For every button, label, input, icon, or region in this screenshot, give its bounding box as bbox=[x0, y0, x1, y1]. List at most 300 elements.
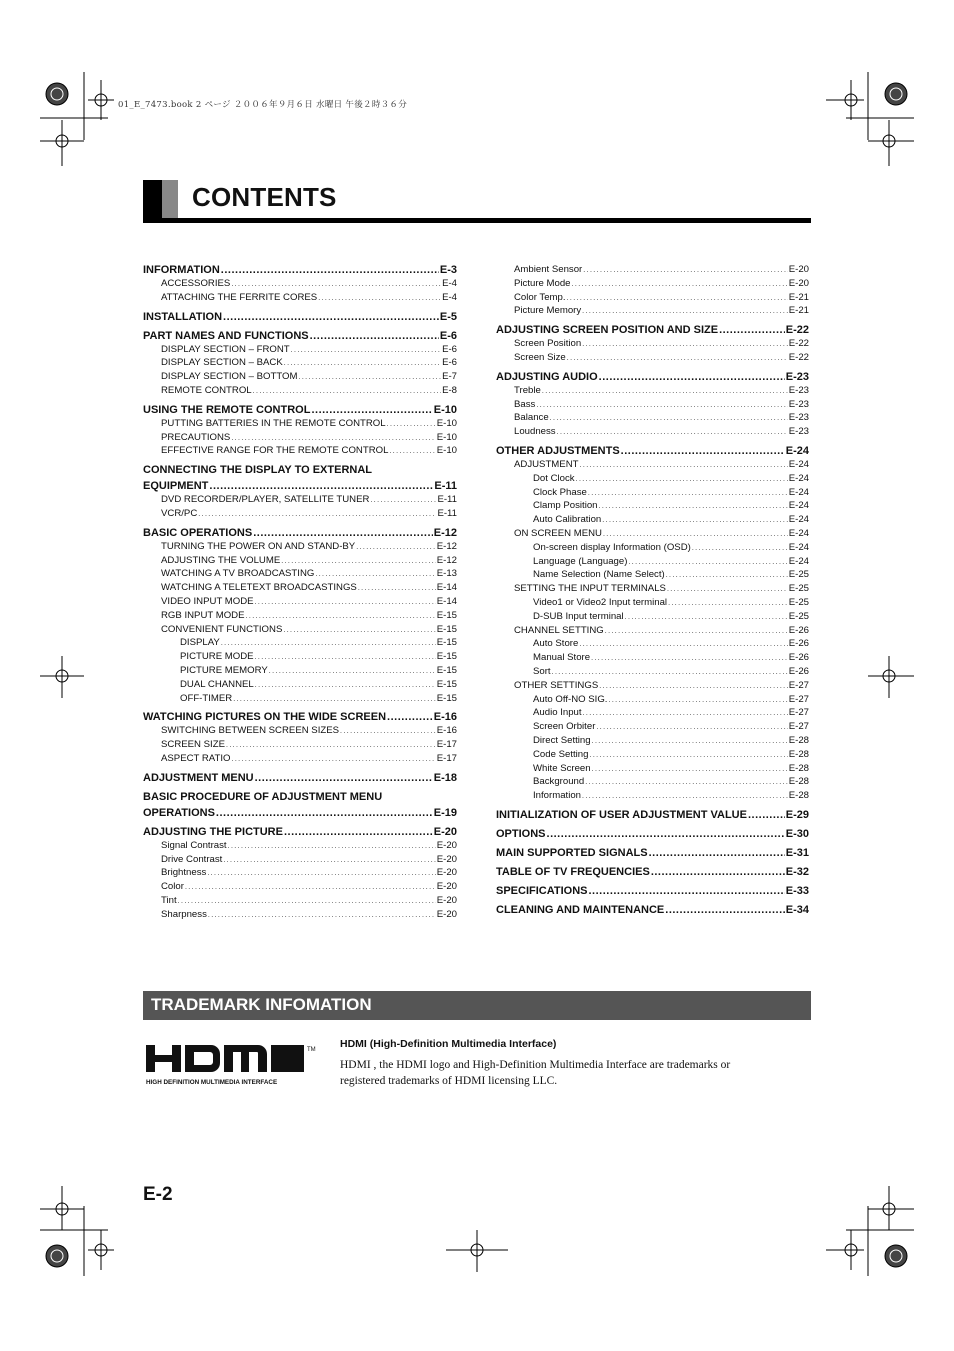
toc-entry-section bbox=[496, 735, 809, 749]
toc-dot-leader bbox=[178, 898, 436, 905]
toc-dot-leader bbox=[358, 585, 436, 592]
toc-entry-section bbox=[496, 338, 809, 352]
toc-entry-title: ASPECT RATIO bbox=[161, 752, 231, 764]
toc-entry-chapter bbox=[496, 866, 809, 880]
toc-entry-section bbox=[143, 445, 457, 459]
toc-entry-section bbox=[496, 399, 809, 413]
toc-dot-leader bbox=[228, 843, 436, 850]
toc-entry-title: Direct Setting bbox=[533, 734, 591, 746]
toc-entry-title: CHANNEL SETTING bbox=[514, 624, 604, 636]
toc-entry-section bbox=[496, 721, 809, 735]
toc-entry-title: ADJUSTING AUDIO bbox=[496, 370, 598, 383]
toc-page-ref: E-10 bbox=[436, 445, 457, 457]
toc-page-ref: E-16 bbox=[436, 725, 457, 737]
toc-entry-title: On-screen display Information (OSD) bbox=[533, 541, 691, 553]
toc-page-ref: E-31 bbox=[785, 846, 809, 859]
toc-page-ref: E-25 bbox=[788, 583, 809, 595]
toc-dot-leader bbox=[599, 503, 788, 510]
toc-entry-section bbox=[496, 352, 809, 366]
toc-entry-title: ATTACHING THE FERRITE CORES bbox=[161, 291, 318, 303]
toc-dot-leader bbox=[665, 904, 784, 916]
toc-dot-leader bbox=[310, 330, 439, 342]
toc-page-ref: E-24 bbox=[788, 458, 809, 470]
toc-page-ref: E-26 bbox=[788, 624, 809, 636]
toc-entry-title: Background bbox=[533, 776, 585, 788]
toc-dot-leader bbox=[649, 847, 785, 859]
toc-entry-title: OTHER ADJUSTMENTS bbox=[496, 444, 620, 457]
toc-page-ref: E-25 bbox=[788, 610, 809, 622]
toc-entry-section bbox=[496, 666, 809, 680]
toc-entry-title: Video1 or Video2 Input terminal bbox=[533, 596, 668, 608]
toc-page-ref: E-20 bbox=[436, 853, 457, 865]
toc-entry-section bbox=[143, 753, 457, 767]
toc-page-ref: E-15 bbox=[436, 651, 457, 663]
toc-dot-leader bbox=[552, 669, 788, 676]
toc-page-ref: E-6 bbox=[442, 343, 457, 355]
toc-entry-title: PICTURE MODE bbox=[180, 651, 254, 663]
toc-entry-chapter bbox=[496, 371, 809, 385]
toc-dot-leader bbox=[216, 807, 433, 819]
toc-page-ref: E-12 bbox=[433, 526, 457, 539]
toc-page-ref: E-17 bbox=[436, 739, 457, 751]
toc-dot-leader bbox=[692, 545, 788, 552]
toc-page-ref: E-20 bbox=[436, 894, 457, 906]
toc-entry-chapter bbox=[496, 904, 809, 918]
toc-page-ref: E-6 bbox=[439, 329, 457, 342]
toc-page-ref: E-20 bbox=[433, 825, 457, 838]
toc-entry-section bbox=[496, 611, 809, 625]
toc-dot-leader bbox=[318, 295, 441, 302]
toc-dot-leader bbox=[557, 429, 788, 436]
toc-page-ref: E-14 bbox=[436, 582, 457, 594]
toc-dot-leader bbox=[283, 627, 435, 634]
toc-page-ref: E-28 bbox=[788, 790, 809, 802]
toc-entry-title: Clock Phase bbox=[533, 486, 587, 498]
toc-dot-leader bbox=[596, 724, 787, 731]
toc-entry-section bbox=[143, 637, 457, 651]
toc-entry-section bbox=[496, 385, 809, 399]
toc-entry-title: Bass bbox=[514, 398, 536, 410]
toc-entry-title: PRECAUTIONS bbox=[161, 431, 231, 443]
toc-page-ref: E-32 bbox=[785, 865, 809, 878]
toc-dot-leader bbox=[389, 448, 435, 455]
toc-page-ref: E-24 bbox=[788, 541, 809, 553]
toc-entry-section bbox=[143, 909, 457, 923]
toc-entry-section bbox=[143, 840, 457, 854]
toc-dot-leader bbox=[281, 558, 436, 565]
toc-entry-title: EQUIPMENT bbox=[143, 480, 209, 493]
toc-entry-title: Manual Store bbox=[533, 652, 591, 664]
toc-dot-leader bbox=[209, 480, 433, 492]
toc-entry-chapter bbox=[143, 404, 457, 418]
toc-page-ref: E-6 bbox=[442, 357, 457, 369]
toc-page-ref: E-14 bbox=[436, 595, 457, 607]
toc-page-ref: E-15 bbox=[436, 678, 457, 690]
toc-dot-leader bbox=[255, 772, 433, 784]
toc-entry-section bbox=[496, 528, 809, 542]
toc-entry-title: Auto Calibration bbox=[533, 514, 602, 526]
toc-dot-leader bbox=[585, 779, 788, 786]
toc-entry-section bbox=[496, 500, 809, 514]
toc-dot-leader bbox=[387, 711, 433, 723]
toc-dot-leader bbox=[603, 531, 788, 538]
toc-entry-title: Screen Orbiter bbox=[533, 721, 596, 733]
toc-entry-section bbox=[143, 568, 457, 582]
toc-dot-leader bbox=[291, 347, 441, 354]
toc-page-ref: E-24 bbox=[785, 444, 809, 457]
toc-entry-title: INFORMATION bbox=[143, 264, 220, 276]
toc-entry-title: Audio Input bbox=[533, 707, 582, 719]
toc-page-ref: E-20 bbox=[788, 277, 809, 289]
toc-entry-section bbox=[496, 264, 809, 278]
toc-page-ref: E-27 bbox=[788, 693, 809, 705]
toc-dot-leader bbox=[591, 655, 788, 662]
toc-page-ref: E-23 bbox=[788, 412, 809, 424]
toc-page-ref: E-26 bbox=[788, 638, 809, 650]
toc-dot-leader bbox=[233, 696, 436, 703]
toc-entry-title: OFF-TIMER bbox=[180, 692, 233, 704]
toc-dot-leader bbox=[608, 697, 787, 704]
toc-entry-section bbox=[143, 494, 457, 508]
toc-page-ref: E-23 bbox=[788, 398, 809, 410]
toc-entry-title: TURNING THE POWER ON AND STAND-BY bbox=[161, 540, 356, 552]
toc-entry-title: DISPLAY SECTION – BOTTOM bbox=[161, 371, 298, 383]
toc-dot-leader bbox=[567, 295, 788, 302]
toc-page-ref: E-16 bbox=[433, 711, 457, 724]
toc-page-ref: E-10 bbox=[436, 417, 457, 429]
toc-dot-leader bbox=[387, 421, 436, 428]
toc-page-ref: E-29 bbox=[785, 808, 809, 821]
toc-entry-chapter bbox=[143, 772, 457, 786]
toc-dot-leader bbox=[582, 341, 788, 348]
toc-page-ref: E-11 bbox=[437, 507, 457, 519]
toc-right-column bbox=[496, 264, 809, 918]
toc-page-ref: E-33 bbox=[785, 884, 809, 897]
toc-page-ref: E-15 bbox=[436, 609, 457, 621]
toc-entry-title: PUTTING BATTERIES IN THE REMOTE CONTROL bbox=[161, 417, 386, 429]
toc-entry-title: MAIN SUPPORTED SIGNALS bbox=[496, 846, 648, 859]
toc-page-ref: E-23 bbox=[788, 426, 809, 438]
toc-dot-leader bbox=[269, 668, 436, 675]
toc-entry-title: Picture Memory bbox=[514, 305, 582, 317]
toc-entry-section bbox=[143, 357, 457, 371]
toc-page-ref: E-24 bbox=[788, 500, 809, 512]
toc-entry-section bbox=[496, 694, 809, 708]
toc-dot-leader bbox=[567, 355, 788, 362]
toc-entry-title: ADJUSTING SCREEN POSITION AND SIZE bbox=[496, 324, 719, 337]
toc-page-ref: E-24 bbox=[788, 527, 809, 539]
toc-page-ref: E-13 bbox=[436, 568, 457, 580]
toc-page-ref: E-24 bbox=[788, 555, 809, 567]
toc-entry-section bbox=[496, 542, 809, 556]
toc-entry-title: Picture Mode bbox=[514, 277, 571, 289]
toc-entry-title: Language (Language) bbox=[533, 555, 628, 567]
toc-left-column bbox=[143, 264, 457, 923]
toc-dot-leader bbox=[582, 308, 788, 315]
toc-entry-section bbox=[143, 867, 457, 881]
toc-entry-title: USING THE REMOTE CONTROL bbox=[143, 403, 311, 416]
toc-entry-title: ADJUSTMENT MENU bbox=[143, 771, 254, 784]
toc-page-ref: E-25 bbox=[788, 596, 809, 608]
toc-entry-title: DUAL CHANNEL bbox=[180, 678, 254, 690]
toc-dot-leader bbox=[588, 885, 784, 897]
toc-page-ref: E-28 bbox=[788, 776, 809, 788]
toc-entry-section bbox=[496, 292, 809, 306]
toc-dot-leader bbox=[208, 912, 436, 919]
toc-page-ref: E-22 bbox=[785, 324, 809, 337]
toc-page-ref: E-15 bbox=[436, 637, 457, 649]
toc-entry-chapter bbox=[143, 826, 457, 840]
toc-dot-leader bbox=[340, 728, 436, 735]
page-title: CONTENTS bbox=[192, 182, 337, 212]
hdmi-heading: HDMI (High-Definition Multimedia Interface) bbox=[340, 1038, 557, 1050]
toc-entry-section bbox=[143, 555, 457, 569]
toc-dot-leader bbox=[207, 870, 435, 877]
toc-dot-leader bbox=[628, 559, 787, 566]
toc-entry-title: DVD RECORDER/PLAYER, SATELLITE TUNER bbox=[161, 494, 370, 506]
toc-entry-section bbox=[143, 651, 457, 665]
toc-page-ref: E-26 bbox=[788, 665, 809, 677]
toc-entry-title: VIDEO INPUT MODE bbox=[161, 595, 254, 607]
toc-page-ref: E-27 bbox=[788, 707, 809, 719]
toc-page-ref: E-19 bbox=[433, 806, 457, 819]
toc-entry-section bbox=[143, 854, 457, 868]
toc-dot-leader bbox=[667, 586, 788, 593]
toc-entry-title: ADJUSTMENT bbox=[514, 458, 579, 470]
toc-dot-leader bbox=[284, 360, 441, 367]
toc-entry-title: PART NAMES AND FUNCTIONS bbox=[143, 329, 309, 342]
toc-dot-leader bbox=[547, 828, 785, 840]
toc-page-ref: E-11 bbox=[434, 480, 457, 493]
toc-page-ref: E-15 bbox=[436, 692, 457, 704]
toc-entry-title: DISPLAY SECTION – BACK bbox=[161, 357, 283, 369]
toc-dot-leader bbox=[583, 267, 787, 274]
toc-page-ref: E-24 bbox=[788, 486, 809, 498]
toc-dot-leader bbox=[253, 388, 441, 395]
toc-entry-section bbox=[496, 625, 809, 639]
toc-dot-leader bbox=[226, 742, 436, 749]
toc-entry-title: Dot Clock bbox=[533, 472, 575, 484]
toc-entry-section bbox=[143, 385, 457, 399]
toc-dot-leader bbox=[223, 311, 439, 323]
toc-dot-leader bbox=[572, 281, 788, 288]
toc-entry-title: RGB INPUT MODE bbox=[161, 609, 245, 621]
toc-dot-leader bbox=[198, 511, 436, 518]
toc-page-ref: E-4 bbox=[442, 291, 457, 303]
toc-entry-section bbox=[496, 459, 809, 473]
toc-entry-section bbox=[496, 790, 809, 804]
toc-page-ref: E-20 bbox=[436, 881, 457, 893]
toc-entry-section bbox=[496, 638, 809, 652]
toc-dot-leader bbox=[580, 462, 788, 469]
toc-entry-title: Code Setting bbox=[533, 748, 589, 760]
toc-dot-leader bbox=[719, 324, 785, 336]
toc-entry-section bbox=[496, 412, 809, 426]
toc-entry-section bbox=[496, 487, 809, 501]
toc-dot-leader bbox=[602, 517, 787, 524]
toc-entry-section bbox=[496, 305, 809, 319]
toc-entry-title: DISPLAY SECTION – FRONT bbox=[161, 343, 290, 355]
toc-page-ref: E-23 bbox=[785, 370, 809, 383]
toc-page-ref: E-8 bbox=[442, 384, 457, 396]
toc-entry-title: ADJUSTING THE VOLUME bbox=[161, 554, 281, 566]
toc-entry-section bbox=[143, 596, 457, 610]
trademark-heading-bar bbox=[143, 991, 811, 1020]
toc-entry-section bbox=[496, 652, 809, 666]
toc-page-ref: E-27 bbox=[788, 721, 809, 733]
toc-entry-section bbox=[143, 371, 457, 385]
toc-entry-title: SCREEN SIZE bbox=[161, 739, 225, 751]
toc-entry-section bbox=[496, 583, 809, 597]
toc-entry-section bbox=[143, 582, 457, 596]
toc-page-ref: E-25 bbox=[788, 569, 809, 581]
toc-entry-title: OPERATIONS bbox=[143, 806, 215, 819]
toc-dot-leader bbox=[625, 614, 788, 621]
toc-entry-section bbox=[496, 749, 809, 763]
toc-dot-leader bbox=[221, 640, 436, 647]
toc-entry-title: Auto Off-NO SIG. bbox=[533, 693, 608, 705]
toc-page-ref: E-28 bbox=[788, 762, 809, 774]
toc-entry-section bbox=[143, 432, 457, 446]
toc-dot-leader bbox=[356, 544, 436, 551]
toc-entry-section bbox=[143, 693, 457, 707]
toc-dot-leader bbox=[583, 710, 788, 717]
toc-entry-title: Drive Contrast bbox=[161, 853, 223, 865]
toc-dot-leader bbox=[231, 756, 435, 763]
toc-page-ref: E-12 bbox=[436, 554, 457, 566]
toc-entry-chapter bbox=[496, 885, 809, 899]
toc-dot-leader bbox=[536, 402, 787, 409]
toc-page-ref: E-27 bbox=[788, 679, 809, 691]
toc-entry-title: Screen Size bbox=[514, 351, 566, 363]
toc-entry-title: DISPLAY bbox=[180, 637, 220, 649]
toc-dot-leader bbox=[298, 374, 441, 381]
toc-entry-section bbox=[496, 514, 809, 528]
toc-entry-title: Color Temp. bbox=[514, 291, 566, 303]
toc-entry-section bbox=[496, 597, 809, 611]
toc-entry-title: Treble bbox=[514, 384, 541, 396]
toc-page-ref: E-18 bbox=[433, 771, 457, 784]
toc-entry-title: Sharpness bbox=[161, 908, 207, 920]
toc-entry-title: PICTURE MEMORY bbox=[180, 664, 268, 676]
toc-entry-section bbox=[496, 278, 809, 292]
hdmi-trademark-text: HDMI , the HDMI logo and High-Definition Multimedia Interface are trademarks or registered trademarks of HDMI licensing LLC. bbox=[340, 1059, 731, 1087]
toc-dot-leader bbox=[255, 599, 436, 606]
toc-dot-leader bbox=[221, 264, 439, 276]
toc-entry-title: Clamp Position bbox=[533, 500, 598, 512]
toc-entry-title: Color bbox=[161, 881, 184, 893]
page-number: E-2 bbox=[143, 1184, 173, 1205]
toc-entry-section bbox=[496, 426, 809, 440]
toc-entry-chapter bbox=[143, 807, 457, 821]
hdmi-logo-caption: HIGH DEFINITION MULTIMEDIA INTERFACE bbox=[146, 1079, 278, 1086]
toc-entry-title: Brightness bbox=[161, 867, 207, 879]
toc-entry-chapter bbox=[143, 480, 457, 494]
toc-dot-leader bbox=[582, 793, 788, 800]
toc-entry-title: SPECIFICATIONS bbox=[496, 884, 588, 897]
toc-entry-section bbox=[143, 344, 457, 358]
toc-entry-section bbox=[496, 556, 809, 570]
toc-entry-title: BASIC OPERATIONS bbox=[143, 526, 253, 539]
toc-page-ref: E-7 bbox=[442, 371, 457, 383]
toc-entry-title: VCR/PC bbox=[161, 507, 198, 519]
toc-entry-title: INSTALLATION bbox=[143, 310, 223, 323]
toc-entry-title: ACCESSORIES bbox=[161, 278, 231, 289]
toc-entry-title: Loudness bbox=[514, 426, 556, 438]
toc-dot-leader bbox=[651, 866, 785, 878]
toc-dot-leader bbox=[599, 683, 788, 690]
toc-entry-title: WATCHING A TELETEXT BROADCASTINGS bbox=[161, 582, 357, 594]
toc-page-ref: E-22 bbox=[788, 351, 809, 363]
toc-dot-leader bbox=[223, 857, 435, 864]
toc-entry-chapter bbox=[143, 311, 457, 325]
hdmi-tm-mark: TM bbox=[307, 1047, 316, 1053]
toc-entry-title: SWITCHING BETWEEN SCREEN SIZES bbox=[161, 725, 340, 737]
toc-entry-section bbox=[143, 610, 457, 624]
toc-entry-section bbox=[143, 895, 457, 909]
toc-dot-leader bbox=[253, 527, 433, 539]
toc-entry-section bbox=[143, 739, 457, 753]
toc-page-ref: E-21 bbox=[788, 291, 809, 303]
toc-entry-title: REMOTE CONTROL bbox=[161, 384, 252, 396]
toc-entry-title: WATCHING A TV BROADCASTING bbox=[161, 568, 315, 580]
toc-entry-title: WATCHING PICTURES ON THE WIDE SCREEN bbox=[143, 711, 387, 724]
toc-page-ref: E-11 bbox=[437, 494, 457, 506]
toc-dot-leader bbox=[185, 884, 436, 891]
toc-entry-title: D-SUB Input terminal bbox=[533, 610, 624, 622]
toc-entry-chapter bbox=[496, 445, 809, 459]
toc-entry-title: Tint bbox=[161, 894, 177, 906]
toc-entry-title: Balance bbox=[514, 412, 549, 424]
toc-heading-wrapped: BASIC PROCEDURE OF ADJUSTMENT MENU bbox=[143, 790, 383, 803]
toc-dot-leader bbox=[284, 826, 433, 838]
toc-page-ref: E-24 bbox=[788, 472, 809, 484]
toc-dot-leader bbox=[231, 281, 441, 288]
toc-entry-chapter bbox=[496, 324, 809, 338]
toc-dot-leader bbox=[246, 613, 436, 620]
toc-entry-section bbox=[143, 665, 457, 679]
toc-page-ref: E-21 bbox=[788, 305, 809, 317]
toc-page-ref: E-30 bbox=[785, 827, 809, 840]
toc-page-ref: E-10 bbox=[436, 431, 457, 443]
toc-entry-title: OPTIONS bbox=[496, 827, 546, 840]
toc-entry-section bbox=[143, 292, 457, 306]
toc-entry-chapter bbox=[143, 330, 457, 344]
toc-entry-section bbox=[143, 508, 457, 522]
print-info-line: 01_E_7473.book 2 ページ ２００６年９月６日 水曜日 午後２時３６分 bbox=[118, 100, 408, 110]
toc-dot-leader bbox=[599, 371, 785, 383]
toc-entry-title: Sort bbox=[533, 665, 551, 677]
toc-entry-title: Ambient Sensor bbox=[514, 264, 583, 275]
toc-page-ref: E-20 bbox=[436, 908, 457, 920]
toc-page-ref: E-20 bbox=[436, 839, 457, 851]
toc-page-ref: E-22 bbox=[788, 338, 809, 350]
toc-entry-section bbox=[496, 776, 809, 790]
toc-page-ref: E-26 bbox=[788, 652, 809, 664]
toc-page-ref: E-28 bbox=[788, 748, 809, 760]
toc-page-ref: E-15 bbox=[436, 623, 457, 635]
contents-title-bar bbox=[143, 180, 811, 223]
toc-entry-title: TABLE OF TV FREQUENCIES bbox=[496, 865, 650, 878]
toc-page-ref: E-4 bbox=[442, 278, 457, 289]
toc-heading-wrapped: CONNECTING THE DISPLAY TO EXTERNAL bbox=[143, 464, 372, 477]
toc-entry-title: OTHER SETTINGS bbox=[514, 679, 599, 691]
toc-dot-leader bbox=[579, 641, 787, 648]
toc-dot-leader bbox=[666, 572, 788, 579]
toc-dot-leader bbox=[370, 497, 436, 504]
toc-entry-section bbox=[143, 679, 457, 693]
toc-page-ref: E-5 bbox=[439, 310, 457, 323]
